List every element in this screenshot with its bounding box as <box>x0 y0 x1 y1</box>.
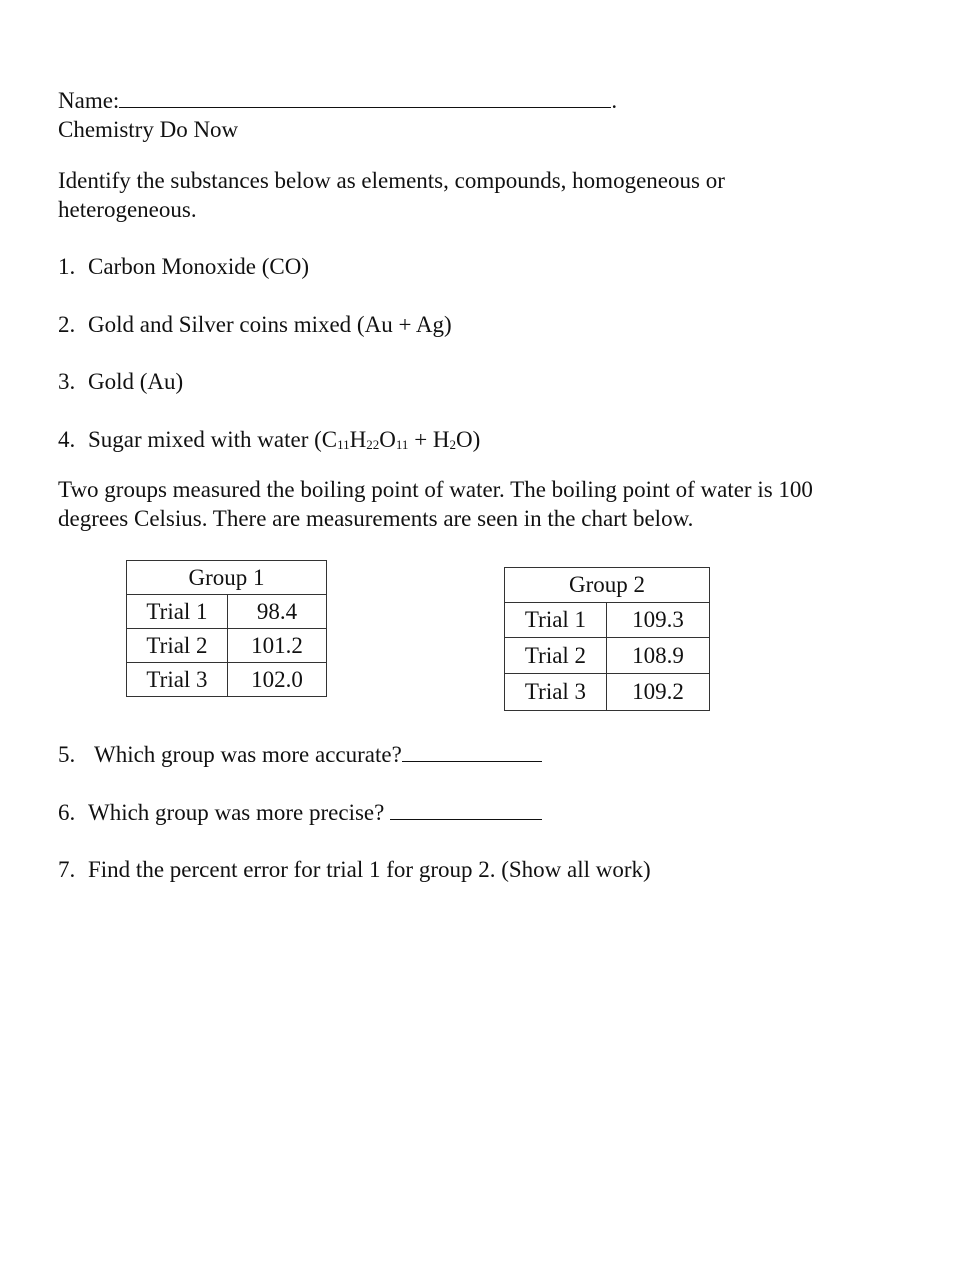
table-row <box>127 663 327 697</box>
name-label: Name: <box>58 88 120 113</box>
trial-value: 109.2 <box>607 674 710 711</box>
table-row <box>505 674 710 711</box>
question-number: 1. <box>58 254 76 279</box>
question-text: Find the percent error for trial 1 for group 2. (Show all work) <box>88 857 651 882</box>
question-number: 5. <box>58 742 76 767</box>
name-line <box>58 86 617 115</box>
instructions-line-1: Identify the substances below as elements, compounds, homogeneous or <box>58 168 725 193</box>
group-2-title: Group 2 <box>505 568 710 603</box>
formula-text: H <box>349 427 367 452</box>
group-1-title: Group 1 <box>127 561 327 595</box>
name-blank[interactable] <box>119 87 611 108</box>
instructions-line-2: heterogeneous. <box>58 197 197 222</box>
question-7 <box>58 855 651 884</box>
question-5 <box>58 740 542 769</box>
trial-label: Trial 2 <box>505 638 607 674</box>
trial-label: Trial 1 <box>127 595 228 629</box>
formula-text: Sugar mixed with water (C <box>88 427 338 452</box>
question-3 <box>58 367 183 396</box>
question-6 <box>58 798 542 827</box>
trial-value: 101.2 <box>228 629 327 663</box>
question-number: 6. <box>58 800 76 825</box>
answer-blank[interactable] <box>402 741 542 762</box>
trial-value: 98.4 <box>228 595 327 629</box>
question-2 <box>58 310 452 339</box>
formula-text: O) <box>456 427 481 452</box>
question-number: 3. <box>58 369 76 394</box>
question-number: 7. <box>58 857 76 882</box>
question-text: Which group was more accurate? <box>94 742 402 767</box>
answer-blank[interactable] <box>390 799 542 820</box>
group-2-table <box>504 567 710 711</box>
question-text: Gold and Silver coins mixed (Au + Ag) <box>88 312 452 337</box>
formula-text: O <box>379 427 396 452</box>
subscript: 11 <box>395 437 409 452</box>
table-row <box>505 603 710 638</box>
trial-label: Trial 3 <box>505 674 607 711</box>
trial-label: Trial 3 <box>127 663 228 697</box>
trial-value: 109.3 <box>607 603 710 638</box>
table-row <box>127 629 327 663</box>
question-number: 2. <box>58 312 76 337</box>
question-text: Gold (Au) <box>88 369 184 394</box>
trial-value: 102.0 <box>228 663 327 697</box>
question-4 <box>58 425 480 454</box>
boiling-line-1: Two groups measured the boiling point of water. The boiling point of water is 100 <box>58 477 813 502</box>
formula-text: + H <box>408 427 450 452</box>
table-row <box>505 638 710 674</box>
page-title: Chemistry Do Now <box>58 117 239 142</box>
group-1-table <box>126 560 327 697</box>
table-row <box>127 595 327 629</box>
question-number: 4. <box>58 427 76 452</box>
boiling-line-2: degrees Celsius. There are measurements are seen in the chart below. <box>58 506 694 531</box>
name-end: . <box>611 88 618 113</box>
question-text: Carbon Monoxide (CO) <box>88 254 310 279</box>
question-text: Which group was more precise? <box>88 800 391 825</box>
trial-label: Trial 1 <box>505 603 607 638</box>
subscript: 11 <box>337 437 350 452</box>
trial-value: 108.9 <box>607 638 710 674</box>
subscript: 2 <box>449 437 457 452</box>
subscript: 22 <box>366 437 380 452</box>
question-1 <box>58 252 309 281</box>
trial-label: Trial 2 <box>127 629 228 663</box>
